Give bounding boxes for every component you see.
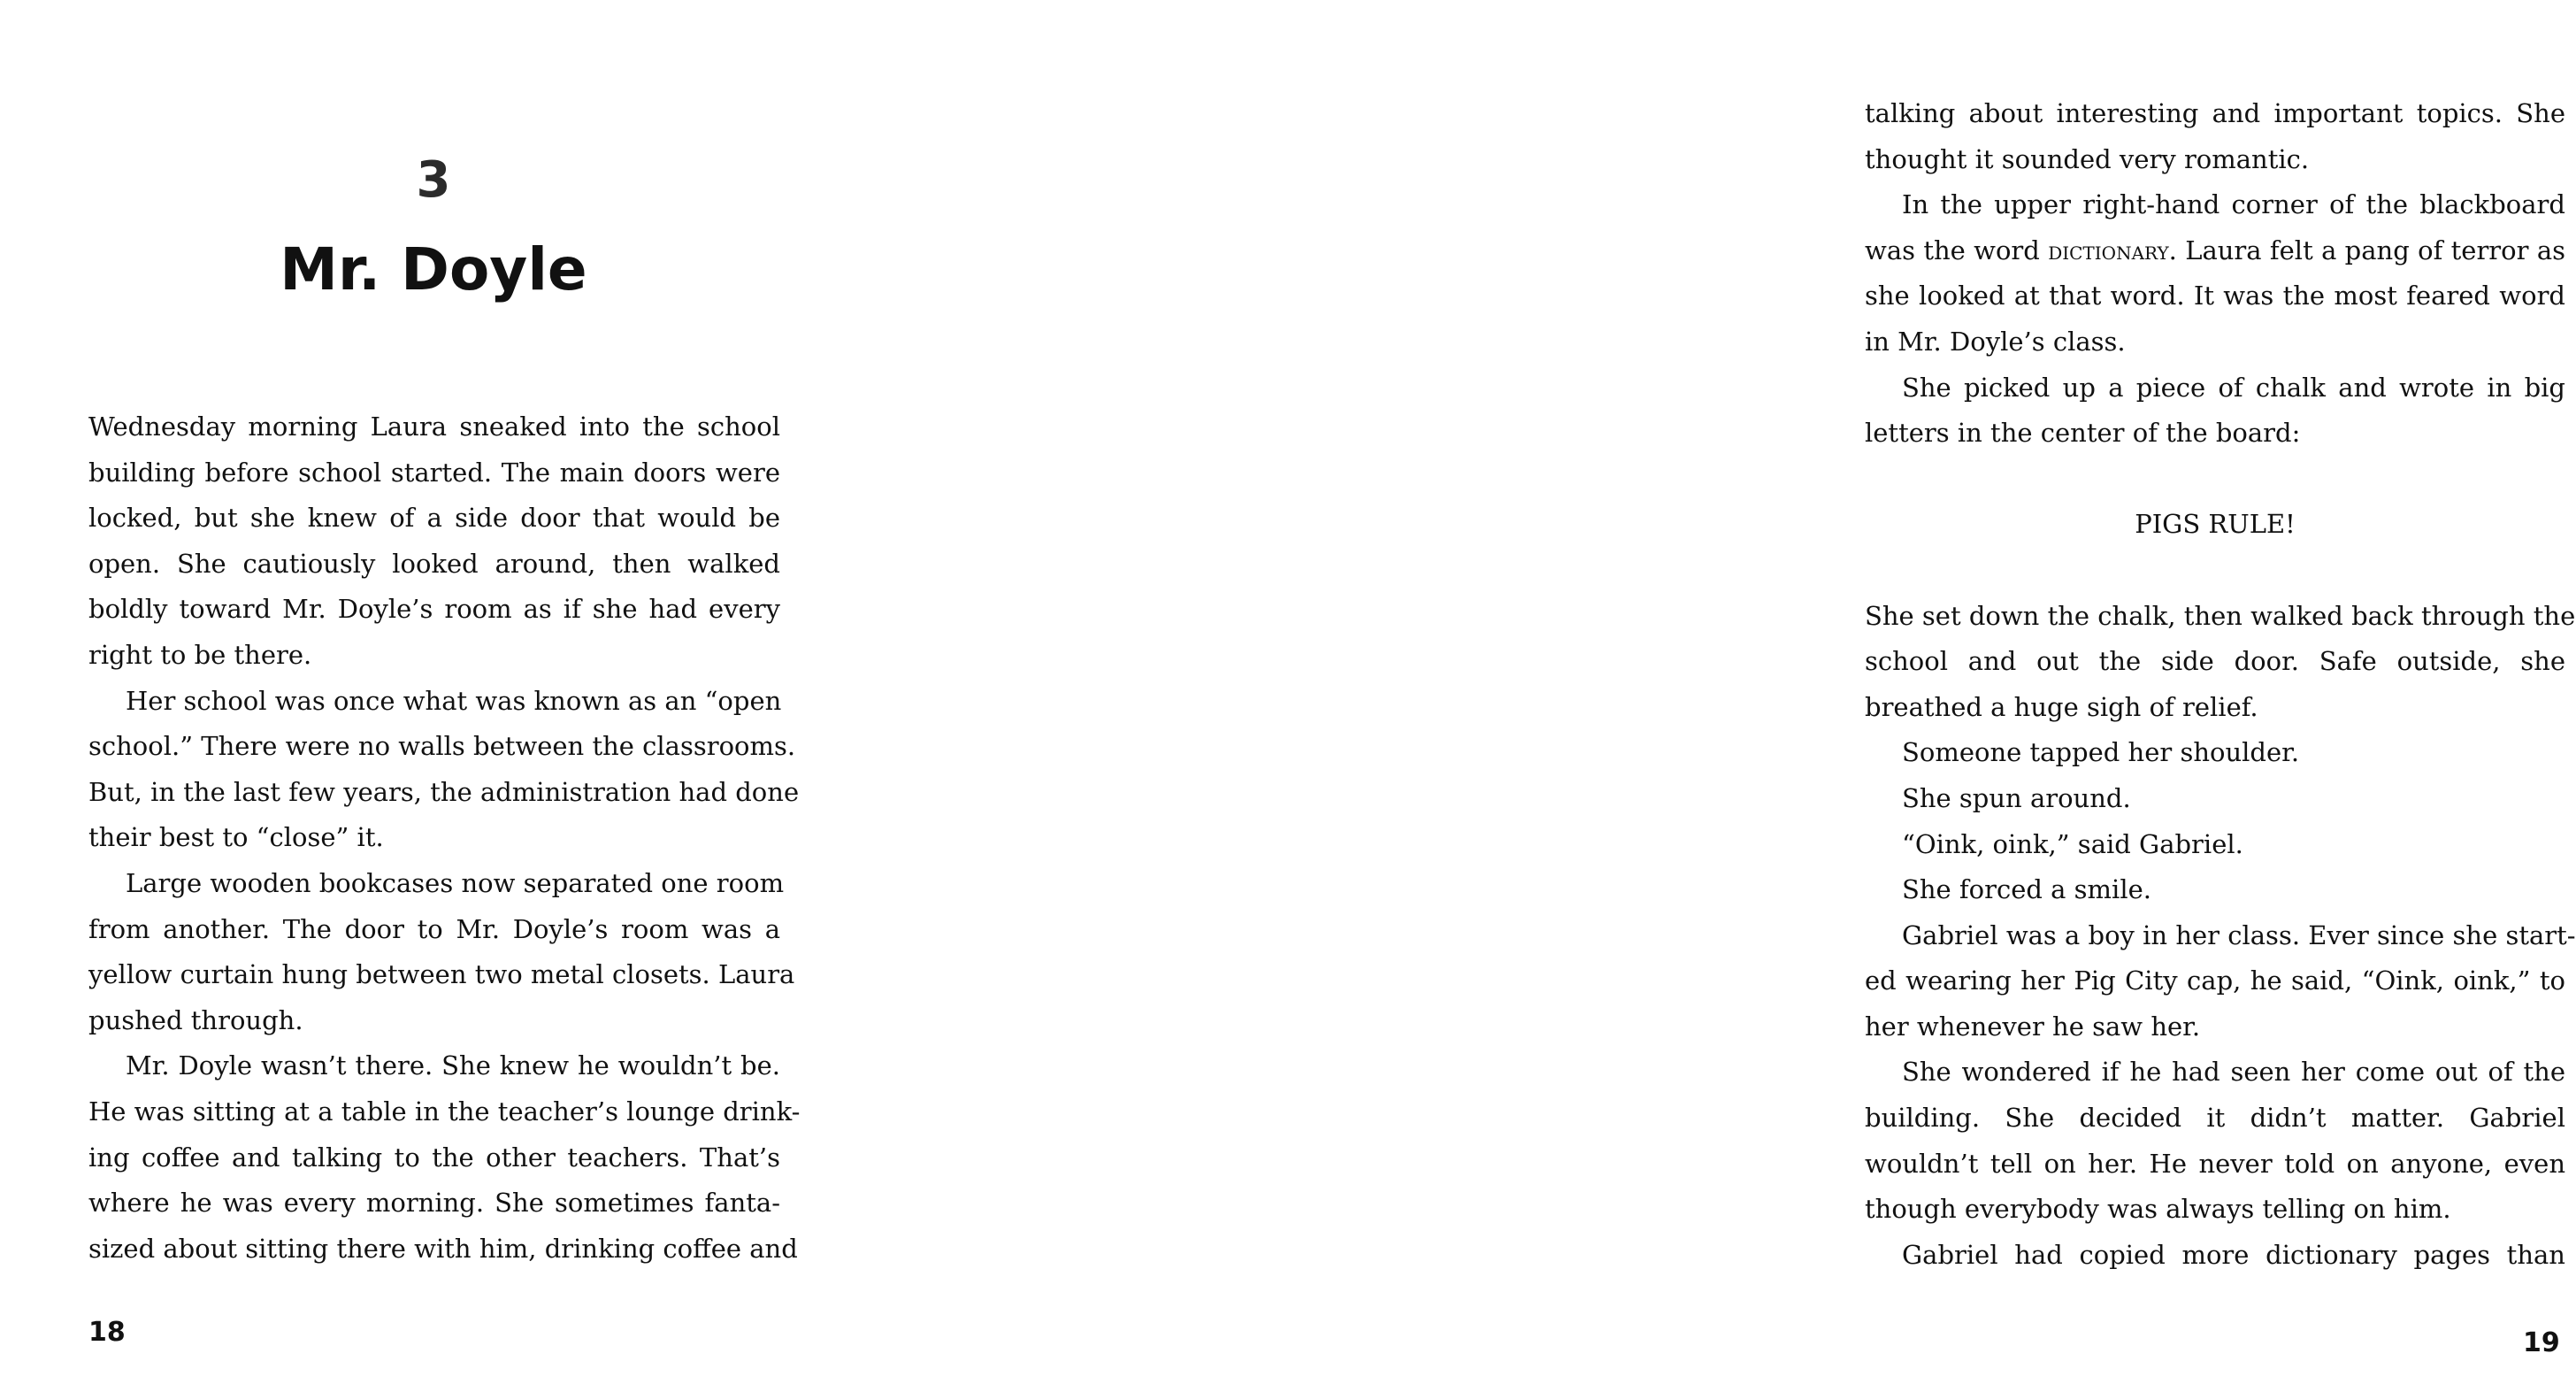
text-line: Someone tapped her shoulder. <box>1902 737 2300 768</box>
text-line: her whenever he saw her. <box>1865 1011 2201 1042</box>
right-page <box>885 0 2576 1392</box>
text-fragment: . Laura felt a pang of terror as <box>2168 235 2565 265</box>
text-line: wouldn’t tell on her. He never told on anyone, even <box>1865 1148 2565 1179</box>
spacer <box>1865 457 2565 503</box>
text-line: She wondered if he had seen her come out of the <box>1902 1057 2565 1088</box>
text-line: pushed through. <box>88 1004 303 1035</box>
text-line: She set down the chalk, then walked back through the <box>1865 600 2576 631</box>
text-line: Mr. Doyle wasn’t there. She knew he wouldn’t be. <box>126 1050 780 1081</box>
text-line: she looked at that word. It was the most feared word <box>1865 281 2565 311</box>
text-line: letters in the center of the board: <box>1865 418 2301 449</box>
chapter-number: 3 <box>416 151 451 209</box>
left-page <box>0 0 885 1392</box>
text-line: He was sitting at a table in the teacher’s lounge drink- <box>88 1096 801 1127</box>
text-line: Gabriel was a boy in her class. Ever since she start- <box>1902 919 2576 950</box>
text-line: Wednesday morning Laura sneaked into the school <box>88 411 780 442</box>
text-line: talking about interesting and important topics. She <box>1865 98 2565 128</box>
text-line: Large wooden bookcases now separated one room <box>126 867 785 898</box>
page-number: 19 <box>2523 1327 2560 1358</box>
text-line: She spun around. <box>1902 782 2131 813</box>
text-line: She forced a smile. <box>1902 874 2151 905</box>
text-line: right to be there. <box>88 639 312 670</box>
text-line: But, in the last few years, the administration had done <box>88 776 800 807</box>
left-page-body <box>88 404 801 1272</box>
text-line <box>1865 228 2565 274</box>
text-line: in Mr. Doyle’s class. <box>1865 326 2126 357</box>
text-line: where he was every morning. She sometimes fanta- <box>88 1188 780 1219</box>
text-line: from another. The door to Mr. Doyle’s room was a <box>88 913 780 944</box>
text-line: locked, but she knew of a side door that would be <box>88 503 780 534</box>
text-line: school and out the side door. Safe outside, she <box>1865 646 2565 677</box>
text-line: Gabriel had copied more dictionary pages than <box>1902 1239 2565 1270</box>
text-line: ed wearing her Pig City cap, he said, “Oink, oink,” to <box>1865 965 2565 996</box>
spacer <box>1865 548 2565 594</box>
text-line: though everybody was always telling on him. <box>1865 1194 2451 1225</box>
text-line: boldly toward Mr. Doyle’s room as if she had every <box>88 594 780 625</box>
text-line: school.” There were no walls between the classrooms. <box>88 731 796 762</box>
dictionary-word: dictionary <box>2048 235 2169 265</box>
text-line: ing coffee and talking to the other teachers. That’s <box>88 1142 780 1173</box>
text-line: thought it sounded very romantic. <box>1865 143 2310 174</box>
text-fragment: was the word <box>1865 235 2049 265</box>
text-line: sized about sitting there with him, drinking coffee and <box>88 1233 798 1264</box>
text-line: breathed a huge sigh of relief. <box>1865 691 2258 722</box>
right-page-body <box>1865 91 2576 1278</box>
board-text: PIGS RULE! <box>2135 509 2296 540</box>
text-line: In the upper right-hand corner of the blackboard <box>1902 189 2565 220</box>
text-line: yellow curtain hung between two metal closets. Laura <box>88 959 795 990</box>
text-line: open. She cautiously looked around, then walked <box>88 548 780 579</box>
chapter-title: Mr. Doyle <box>280 235 587 304</box>
page-number: 18 <box>88 1317 126 1348</box>
text-line: building before school started. The main doors were <box>88 457 780 488</box>
text-line: their best to “close” it. <box>88 822 384 853</box>
text-line: Her school was once what was known as an “open <box>126 685 782 716</box>
text-line: She picked up a piece of chalk and wrote in big <box>1902 372 2565 403</box>
text-line: building. She decided it didn’t matter. Gabriel <box>1865 1103 2565 1134</box>
text-line: “Oink, oink,” said Gabriel. <box>1902 828 2243 859</box>
